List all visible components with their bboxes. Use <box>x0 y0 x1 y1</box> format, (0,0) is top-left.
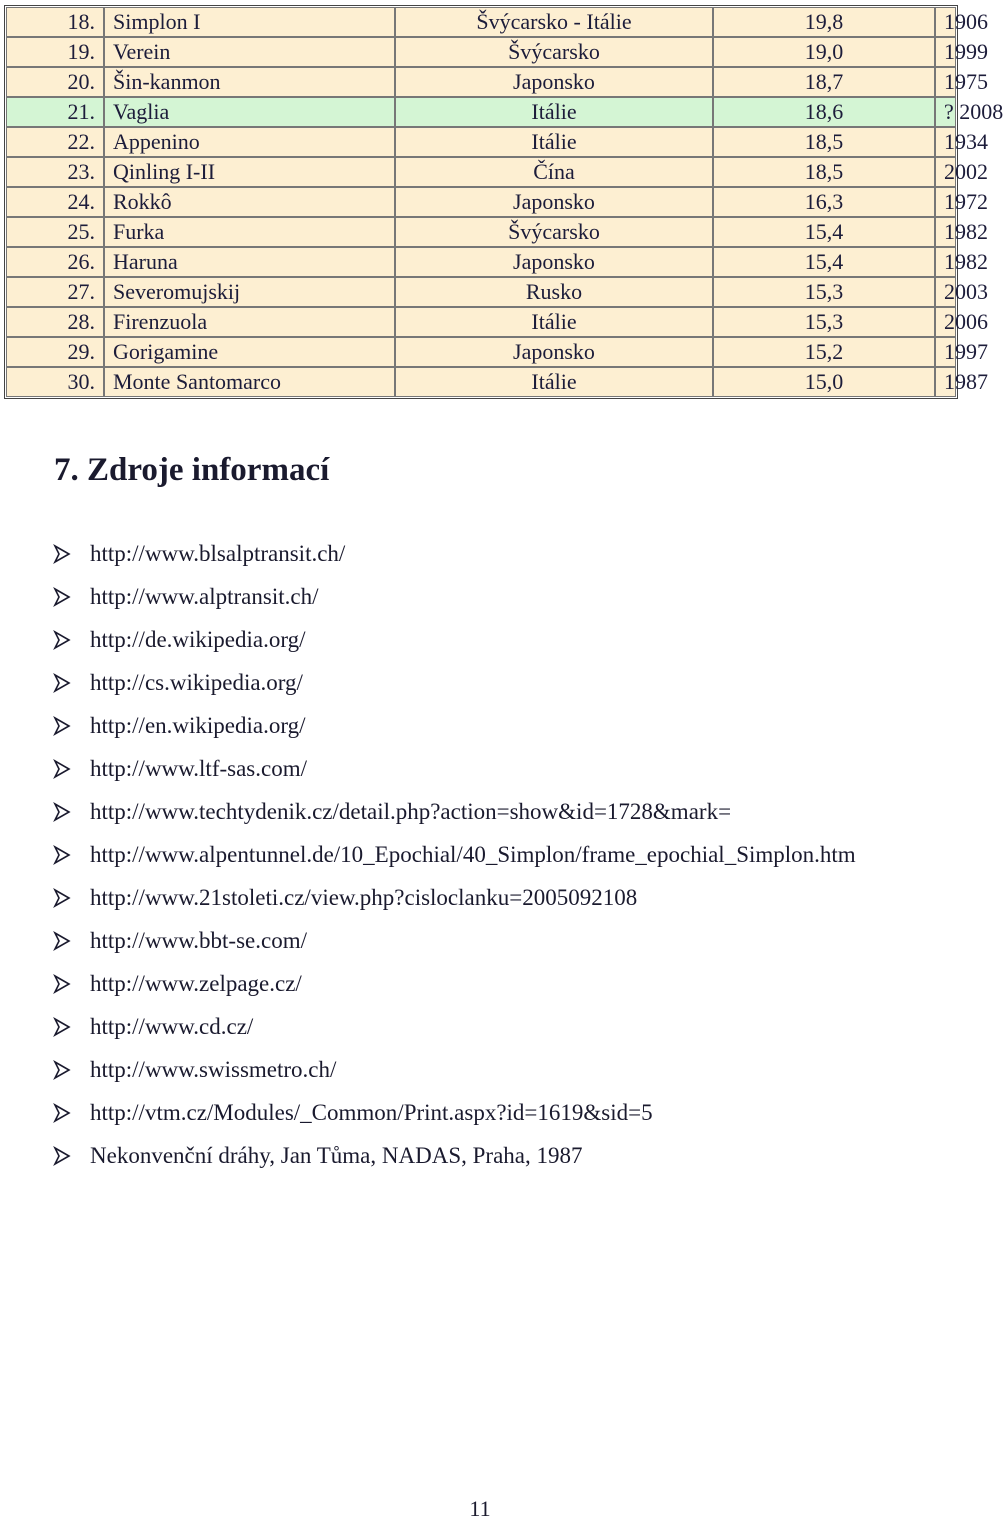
length-cell: 15,4 <box>713 247 935 277</box>
country-cell: Švýcarsko <box>395 37 713 67</box>
tunnel-name-cell: Verein <box>104 37 395 67</box>
year-cell: ? 2008 <box>935 97 956 127</box>
table-row <box>6 337 956 367</box>
source-text: http://en.wikipedia.org/ <box>90 712 306 738</box>
source-text: http://www.21stoleti.cz/view.php?cisloclanku=2005092108 <box>90 884 638 910</box>
section-heading: 7. Zdroje informací <box>54 452 330 488</box>
tunnel-name-cell: Simplon I <box>104 7 395 37</box>
page-number: 11 <box>469 1496 491 1521</box>
arrowhead-bullet-icon <box>54 889 90 907</box>
table-row <box>6 247 956 277</box>
source-text: http://www.zelpage.cz/ <box>90 970 302 996</box>
year-cell: 2002 <box>935 157 956 187</box>
year-cell: 2003 <box>935 277 956 307</box>
tunnel-name-cell: Gorigamine <box>104 337 395 367</box>
source-item <box>54 1048 856 1091</box>
year-cell: 1934 <box>935 127 956 157</box>
source-item <box>54 575 856 618</box>
arrowhead-bullet-icon <box>54 760 90 778</box>
length-cell: 15,3 <box>713 277 935 307</box>
table-row <box>6 7 956 37</box>
table-row <box>6 307 956 337</box>
tunnel-table <box>6 7 1003 397</box>
row-number-cell: 28. <box>6 307 104 337</box>
source-item <box>54 532 856 575</box>
country-cell: Japonsko <box>395 247 713 277</box>
country-cell: Itálie <box>395 127 713 157</box>
arrowhead-bullet-icon <box>54 932 90 950</box>
row-number-cell: 25. <box>6 217 104 247</box>
country-cell: Rusko <box>395 277 713 307</box>
country-cell: Itálie <box>395 367 713 397</box>
year-cell: 1982 <box>935 247 956 277</box>
tunnel-name-cell: Rokkô <box>104 187 395 217</box>
source-item <box>54 876 856 919</box>
tunnel-name-cell: Severomujskij <box>104 277 395 307</box>
table-row <box>6 37 956 67</box>
year-cell: 1997 <box>935 337 956 367</box>
length-cell: 18,5 <box>713 127 935 157</box>
arrowhead-bullet-icon <box>54 803 90 821</box>
country-cell: Švýcarsko <box>395 217 713 247</box>
source-item <box>54 790 856 833</box>
country-cell: Japonsko <box>395 337 713 367</box>
tunnel-name-cell: Haruna <box>104 247 395 277</box>
year-cell: 1982 <box>935 217 956 247</box>
table-row <box>6 127 956 157</box>
tunnel-name-cell: Firenzuola <box>104 307 395 337</box>
source-text: http://vtm.cz/Modules/_Common/Print.aspx?id=1619&sid=5 <box>90 1099 653 1125</box>
table-row <box>6 97 956 127</box>
source-item <box>54 1134 856 1177</box>
country-cell: Itálie <box>395 307 713 337</box>
tunnel-name-cell: Šin-kanmon <box>104 67 395 97</box>
source-item <box>54 618 856 661</box>
arrowhead-bullet-icon <box>54 631 90 649</box>
year-cell: 1975 <box>935 67 956 97</box>
country-cell: Japonsko <box>395 67 713 97</box>
row-number-cell: 23. <box>6 157 104 187</box>
arrowhead-bullet-icon <box>54 846 90 864</box>
row-number-cell: 24. <box>6 187 104 217</box>
country-cell: Švýcarsko - Itálie <box>395 7 713 37</box>
length-cell: 18,7 <box>713 67 935 97</box>
source-item <box>54 704 856 747</box>
arrowhead-bullet-icon <box>54 588 90 606</box>
length-cell: 15,3 <box>713 307 935 337</box>
source-text: http://cs.wikipedia.org/ <box>90 669 303 695</box>
source-item <box>54 919 856 962</box>
length-cell: 18,5 <box>713 157 935 187</box>
row-number-cell: 26. <box>6 247 104 277</box>
length-cell: 18,6 <box>713 97 935 127</box>
table-row <box>6 67 956 97</box>
sources-list <box>54 532 856 1177</box>
length-cell: 15,0 <box>713 367 935 397</box>
length-cell: 19,8 <box>713 7 935 37</box>
tunnel-name-cell: Vaglia <box>104 97 395 127</box>
year-cell: 2006 <box>935 307 956 337</box>
arrowhead-bullet-icon <box>54 545 90 563</box>
source-item <box>54 962 856 1005</box>
tunnel-table-frame <box>4 5 1003 399</box>
year-cell: 1906 <box>935 7 956 37</box>
row-number-cell: 18. <box>6 7 104 37</box>
source-text: http://www.cd.cz/ <box>90 1013 254 1039</box>
arrowhead-bullet-icon <box>54 717 90 735</box>
country-cell: Itálie <box>395 97 713 127</box>
arrowhead-bullet-icon <box>54 1104 90 1122</box>
year-cell: 1987 <box>935 367 956 397</box>
source-item <box>54 1091 856 1134</box>
source-item <box>54 747 856 790</box>
table-row <box>6 187 956 217</box>
year-cell: 1972 <box>935 187 956 217</box>
length-cell: 19,0 <box>713 37 935 67</box>
source-text: http://www.blsalptransit.ch/ <box>90 540 346 566</box>
row-number-cell: 22. <box>6 127 104 157</box>
row-number-cell: 27. <box>6 277 104 307</box>
source-text: http://www.ltf-sas.com/ <box>90 755 307 781</box>
arrowhead-bullet-icon <box>54 674 90 692</box>
table-row <box>6 277 956 307</box>
length-cell: 16,3 <box>713 187 935 217</box>
arrowhead-bullet-icon <box>54 1018 90 1036</box>
length-cell: 15,2 <box>713 337 935 367</box>
tunnel-name-cell: Qinling I-II <box>104 157 395 187</box>
table-row <box>6 157 956 187</box>
row-number-cell: 19. <box>6 37 104 67</box>
tunnel-name-cell: Monte Santomarco <box>104 367 395 397</box>
arrowhead-bullet-icon <box>54 1061 90 1079</box>
source-text: Nekonvenční dráhy, Jan Tůma, NADAS, Praha, 1987 <box>90 1142 583 1168</box>
country-cell: Čína <box>395 157 713 187</box>
row-number-cell: 20. <box>6 67 104 97</box>
year-cell: 1999 <box>935 37 956 67</box>
table-row <box>6 217 956 247</box>
arrowhead-bullet-icon <box>54 975 90 993</box>
source-text: http://www.alptransit.ch/ <box>90 583 319 609</box>
row-number-cell: 29. <box>6 337 104 367</box>
tunnel-name-cell: Furka <box>104 217 395 247</box>
source-text: http://www.alpentunnel.de/10_Epochial/40_Simplon/frame_epochial_Simplon.htm <box>90 841 856 867</box>
tunnel-table-body <box>6 7 1003 397</box>
length-cell: 15,4 <box>713 217 935 247</box>
table-row <box>6 367 956 397</box>
source-item <box>54 1005 856 1048</box>
row-number-cell: 21. <box>6 97 104 127</box>
row-number-cell: 30. <box>6 367 104 397</box>
source-text: http://www.techtydenik.cz/detail.php?action=show&id=1728&mark= <box>90 798 732 824</box>
source-text: http://www.bbt-se.com/ <box>90 927 307 953</box>
source-item <box>54 833 856 876</box>
source-item <box>54 661 856 704</box>
country-cell: Japonsko <box>395 187 713 217</box>
source-text: http://www.swissmetro.ch/ <box>90 1056 337 1082</box>
tunnel-name-cell: Appenino <box>104 127 395 157</box>
arrowhead-bullet-icon <box>54 1147 90 1165</box>
source-text: http://de.wikipedia.org/ <box>90 626 306 652</box>
